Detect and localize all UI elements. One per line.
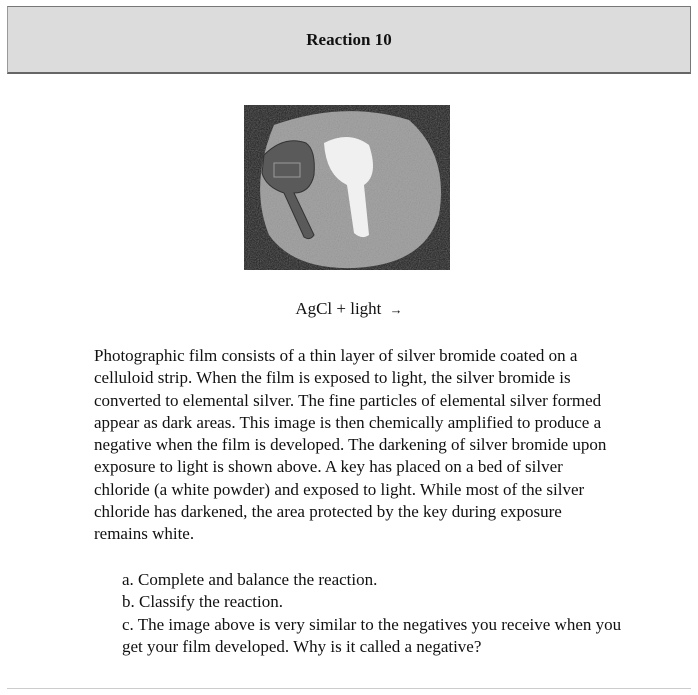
key-photo bbox=[244, 105, 450, 270]
equation-reactants: AgCl + light bbox=[295, 299, 382, 318]
question-c: c. The image above is very similar to the negatives you receive when you get your film developed. Why is it called a negative? bbox=[122, 614, 622, 656]
arrow-icon: → bbox=[389, 302, 403, 317]
question-list bbox=[122, 569, 622, 658]
title-banner bbox=[7, 6, 691, 74]
question-b: b. Classify the reaction. bbox=[122, 592, 283, 612]
page-title: Reaction 10 bbox=[306, 29, 392, 49]
reaction-equation bbox=[0, 299, 698, 319]
question-a: a. Complete and balance the reaction. bbox=[122, 570, 378, 589]
description-paragraph: Photographic film consists of a thin layer of silver bromide coated on a celluloid strip. When the film is exposed to light, the silver bromide is converted to elemental silver. The fine particles of elemental silver formed appear as dark areas. This image is then chemically amplified to produce a negative when the film is developed. The darkening of silver bromide upon exposure to light is shown above. A key has placed on a bed of silver chloride (a white powder) and exposed to light. While most of the silver chloride has darkened, the area protected by the key during exposure remains white. bbox=[94, 346, 607, 544]
divider bbox=[7, 688, 691, 689]
